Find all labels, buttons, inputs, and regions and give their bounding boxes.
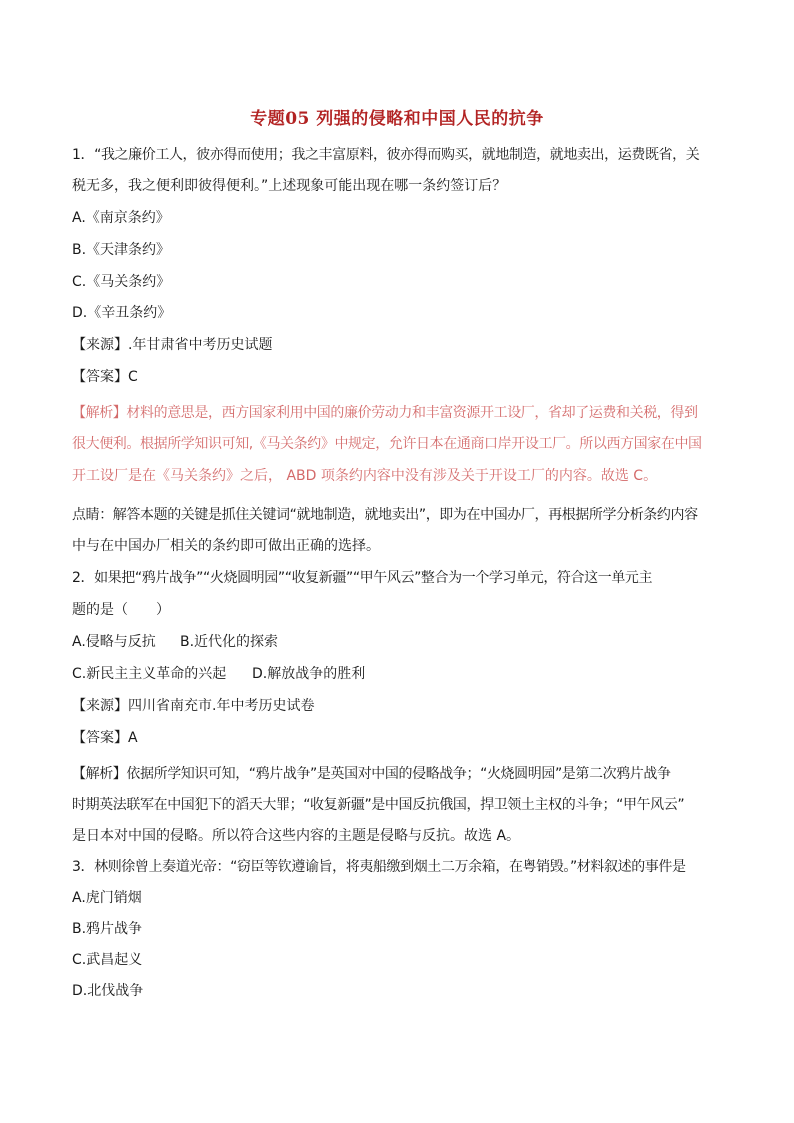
q2-options-row2: [72, 664, 728, 684]
q3-option-c: C.武昌起义: [72, 952, 143, 968]
q2-source: 【来源】四川省南充市.年中考历史试卷: [72, 698, 315, 714]
q2-analysis-line1: 【解析】依据所学知识可知，“鸦片战争”是英国对中国的侵略战争；“火烧圆明园”是第二次鸦片战争: [72, 766, 671, 782]
q1-answer: 【答案】C: [72, 369, 138, 385]
q2-options-row1: [72, 632, 728, 652]
q2-option-b: B.近代化的探索: [180, 634, 279, 650]
q1-option-d: D.《辛丑条约》: [72, 305, 172, 321]
q1-analysis-line1: 【解析】材料的意思是，西方国家利用中国的廉价劳动力和丰富资源开工设厂，省却了运费和关税，得到: [72, 405, 698, 421]
q1-stem-line1: 1．“我之廉价工人，彼亦得而使用；我之丰富原料，彼亦得而购买，就地制造，就地卖出，运费既省，关: [72, 147, 700, 163]
q1-tip-line2: 中与在中国办厂相关的条约即可做出正确的选择。: [72, 538, 380, 554]
q2-stem-line1: 2．如果把“鸦片战争”“火烧圆明园”“收复新疆”“甲午风云”整合为一个学习单元，符合这一单元主: [72, 570, 653, 586]
q1-tip-line1: 点睛：解答本题的关键是抓住关键词“就地制造，就地卖出”，即为在中国办厂，再根据所学分析条约内容: [72, 507, 698, 523]
q1-analysis-line2: 很大便利。根据所学知识可知,《马关条约》中规定，允许日本在通商口岸开设工厂。所以西方国家在中国: [72, 436, 702, 452]
q2-option-c: C.新民主主义革命的兴起: [72, 666, 227, 682]
q2-answer: 【答案】A: [72, 730, 138, 746]
q3-stem: 3．林则徐曾上奏道光帝：“窃臣等钦遵谕旨，将夷船缴到烟土二万余箱，在粤销毁。”材料叙述的事件是: [72, 859, 686, 875]
q2-stem-line2: 题的是（ ）: [72, 602, 170, 618]
q2-option-a: A.侵略与反抗: [72, 634, 156, 650]
q2-analysis-line2: 时期英法联军在中国犯下的滔天大罪；“收复新疆”是中国反抗俄国，捍卫领土主权的斗争；“甲午风云”: [72, 797, 685, 813]
q1-option-a: A.《南京条约》: [72, 210, 170, 226]
q2-option-d: D.解放战争的胜利: [252, 666, 366, 682]
q1-source: 【来源】.年甘肃省中考历史试题: [72, 337, 273, 353]
q1-analysis-line3: 开工设厂是在《马关条约》之后， ABD 项条约内容中没有涉及关于开设工厂的内容。故选 C。: [72, 468, 658, 484]
q2-analysis-line3: 是日本对中国的侵略。所以符合这些内容的主题是侵略与反抗。故选 A。: [72, 828, 521, 844]
q3-option-d: D.北伐战争: [72, 983, 144, 999]
q1-option-c: C.《马关条约》: [72, 274, 171, 290]
q1-stem-line2: 税无多，我之便利即彼得便利。”上述现象可能出现在哪一条约签订后？: [72, 178, 507, 194]
q3-option-b: B.鸦片战争: [72, 921, 143, 937]
q1-option-b: B.《天津条约》: [72, 242, 171, 258]
q3-option-a: A.虎门销烟: [72, 890, 142, 906]
document-title: 专题05 列强的侵略和中国人民的抗争: [250, 109, 544, 129]
